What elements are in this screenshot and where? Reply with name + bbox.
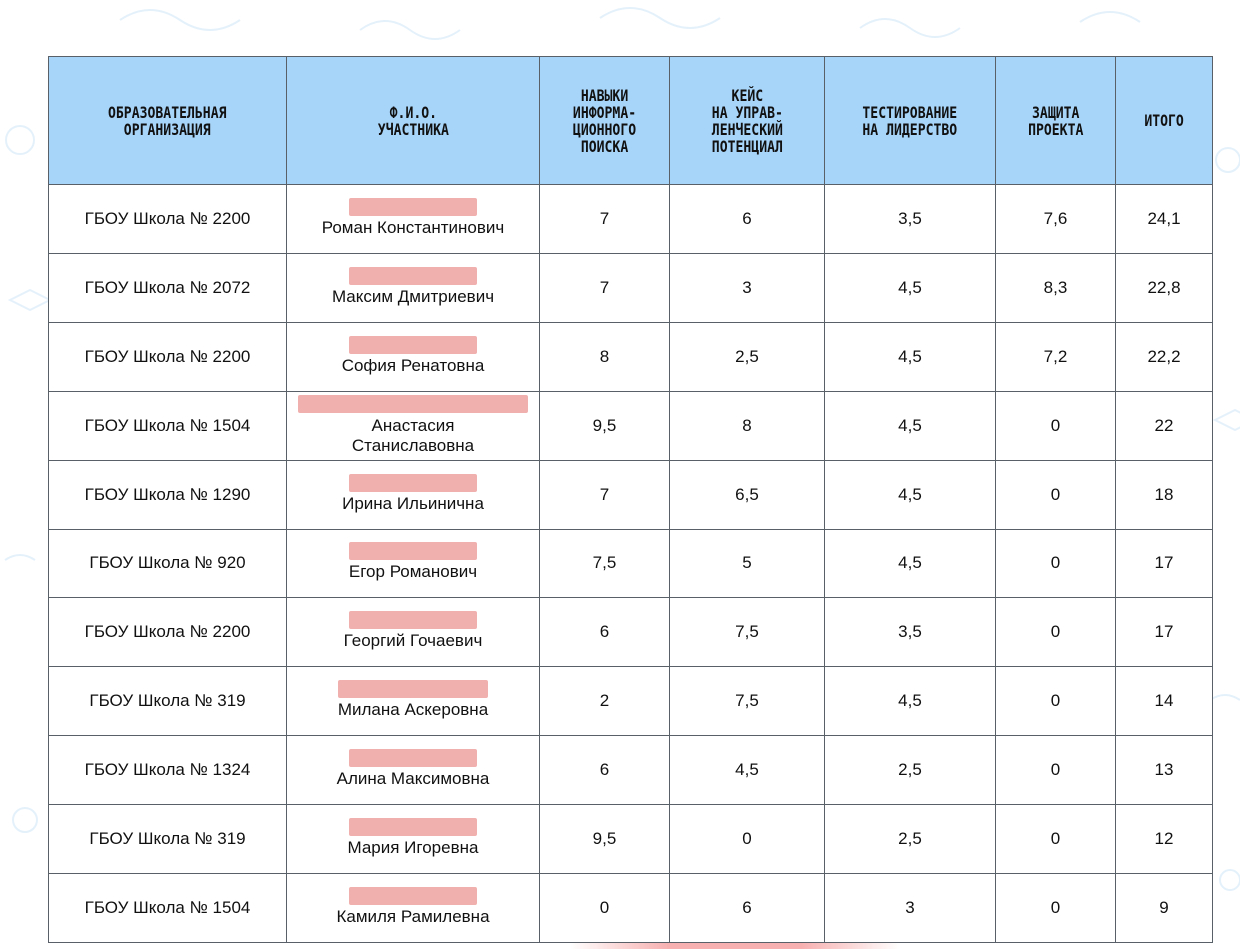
redaction-mark bbox=[349, 887, 477, 905]
redaction-mark bbox=[349, 198, 477, 216]
redaction-mark bbox=[338, 680, 488, 698]
redaction-mark bbox=[298, 395, 528, 413]
total-score: 13 bbox=[1116, 736, 1213, 805]
table-row bbox=[49, 253, 1213, 322]
total-score: 9 bbox=[1116, 874, 1213, 943]
case-score: 4,5 bbox=[670, 736, 825, 805]
name-cell bbox=[287, 598, 540, 667]
header-total: ИТОГО bbox=[1116, 57, 1213, 185]
total-score: 22 bbox=[1116, 391, 1213, 460]
test-score: 3,5 bbox=[825, 185, 996, 254]
org-cell: ГБОУ Школа № 1324 bbox=[49, 736, 287, 805]
name-cell bbox=[287, 667, 540, 736]
org-cell: ГБОУ Школа № 1504 bbox=[49, 874, 287, 943]
table-row bbox=[49, 185, 1213, 254]
participant-name: Роман Константинович bbox=[321, 217, 505, 237]
case-score: 2,5 bbox=[670, 322, 825, 391]
case-score: 0 bbox=[670, 805, 825, 874]
total-score: 24,1 bbox=[1116, 185, 1213, 254]
test-score: 2,5 bbox=[825, 736, 996, 805]
test-score: 3 bbox=[825, 874, 996, 943]
total-score: 17 bbox=[1116, 598, 1213, 667]
test-score: 4,5 bbox=[825, 460, 996, 529]
table-row bbox=[49, 805, 1213, 874]
name-cell bbox=[287, 529, 540, 598]
participant-name: София Ренатовна bbox=[341, 355, 485, 375]
case-score: 3 bbox=[670, 253, 825, 322]
project-score: 0 bbox=[996, 667, 1116, 736]
participant-name: Егор Романович bbox=[348, 562, 478, 582]
participant-first-name: Анастасия bbox=[371, 415, 455, 435]
table-row bbox=[49, 460, 1213, 529]
test-score: 3,5 bbox=[825, 598, 996, 667]
total-score: 22,2 bbox=[1116, 322, 1213, 391]
org-cell: ГБОУ Школа № 2200 bbox=[49, 598, 287, 667]
redaction-mark bbox=[349, 749, 477, 767]
header-leadership-test: ТЕСТИРОВАНИЕ НА ЛИДЕРСТВО bbox=[825, 57, 996, 185]
redaction-mark bbox=[349, 474, 477, 492]
header-row bbox=[49, 57, 1213, 185]
org-cell: ГБОУ Школа № 920 bbox=[49, 529, 287, 598]
table-row bbox=[49, 874, 1213, 943]
test-score: 4,5 bbox=[825, 667, 996, 736]
case-score: 6 bbox=[670, 185, 825, 254]
name-cell bbox=[287, 460, 540, 529]
search-score: 9,5 bbox=[540, 805, 670, 874]
participant-name: Мария Игоревна bbox=[347, 838, 479, 858]
total-score: 12 bbox=[1116, 805, 1213, 874]
redaction-mark bbox=[349, 267, 477, 285]
project-score: 0 bbox=[996, 736, 1116, 805]
test-score: 4,5 bbox=[825, 391, 996, 460]
participant-name: Милана Аскеровна bbox=[337, 700, 489, 720]
case-score: 8 bbox=[670, 391, 825, 460]
name-cell bbox=[287, 736, 540, 805]
total-score: 22,8 bbox=[1116, 253, 1213, 322]
org-cell: ГБОУ Школа № 319 bbox=[49, 667, 287, 736]
case-score: 6,5 bbox=[670, 460, 825, 529]
search-score: 2 bbox=[540, 667, 670, 736]
table-row bbox=[49, 529, 1213, 598]
project-score: 7,6 bbox=[996, 185, 1116, 254]
header-full-name: Ф.И.О. УЧАСТНИКА bbox=[287, 57, 540, 185]
header-info-search: НАВЫКИ ИНФОРМА- ЦИОННОГО ПОИСКА bbox=[540, 57, 670, 185]
participant-name: Георгий Гочаевич bbox=[343, 631, 483, 651]
name-cell bbox=[287, 805, 540, 874]
name-cell bbox=[287, 391, 540, 460]
search-score: 8 bbox=[540, 322, 670, 391]
project-score: 0 bbox=[996, 391, 1116, 460]
org-cell: ГБОУ Школа № 1504 bbox=[49, 391, 287, 460]
results-table bbox=[48, 56, 1213, 943]
search-score: 7,5 bbox=[540, 529, 670, 598]
participant-name: Ирина Ильинична bbox=[342, 493, 484, 513]
name-cell bbox=[287, 253, 540, 322]
test-score: 4,5 bbox=[825, 253, 996, 322]
name-cell bbox=[287, 322, 540, 391]
header-organization: ОБРАЗОВАТЕЛЬНАЯ ОРГАНИЗАЦИЯ bbox=[49, 57, 287, 185]
org-cell: ГБОУ Школа № 319 bbox=[49, 805, 287, 874]
redaction-mark bbox=[349, 818, 477, 836]
project-score: 0 bbox=[996, 460, 1116, 529]
table-row bbox=[49, 667, 1213, 736]
search-score: 7 bbox=[540, 185, 670, 254]
name-cell bbox=[287, 874, 540, 943]
table-row bbox=[49, 736, 1213, 805]
header-management-case: КЕЙС НА УПРАВ- ЛЕНЧЕСКИЙ ПОТЕНЦИАЛ bbox=[670, 57, 825, 185]
table-row bbox=[49, 322, 1213, 391]
test-score: 4,5 bbox=[825, 322, 996, 391]
org-cell: ГБОУ Школа № 2200 bbox=[49, 322, 287, 391]
case-score: 5 bbox=[670, 529, 825, 598]
table-row bbox=[49, 391, 1213, 460]
project-score: 8,3 bbox=[996, 253, 1116, 322]
redaction-mark bbox=[349, 611, 477, 629]
name-cell bbox=[287, 185, 540, 254]
redaction-mark bbox=[349, 542, 477, 560]
participant-name: Станиславовна bbox=[351, 435, 475, 455]
total-score: 17 bbox=[1116, 529, 1213, 598]
test-score: 2,5 bbox=[825, 805, 996, 874]
test-score: 4,5 bbox=[825, 529, 996, 598]
org-cell: ГБОУ Школа № 2200 bbox=[49, 185, 287, 254]
participant-name: Алина Максимовна bbox=[336, 769, 490, 789]
total-score: 18 bbox=[1116, 460, 1213, 529]
search-score: 6 bbox=[540, 736, 670, 805]
search-score: 6 bbox=[540, 598, 670, 667]
project-score: 0 bbox=[996, 874, 1116, 943]
redaction-mark bbox=[349, 336, 477, 354]
case-score: 7,5 bbox=[670, 598, 825, 667]
project-score: 0 bbox=[996, 529, 1116, 598]
participant-name: Максим Дмитриевич bbox=[331, 286, 495, 306]
table-row bbox=[49, 598, 1213, 667]
search-score: 9,5 bbox=[540, 391, 670, 460]
project-score: 0 bbox=[996, 805, 1116, 874]
org-cell: ГБОУ Школа № 2072 bbox=[49, 253, 287, 322]
case-score: 6 bbox=[670, 874, 825, 943]
project-score: 0 bbox=[996, 598, 1116, 667]
participant-name: Камиля Рамилевна bbox=[336, 907, 490, 927]
search-score: 7 bbox=[540, 460, 670, 529]
project-score: 7,2 bbox=[996, 322, 1116, 391]
search-score: 0 bbox=[540, 874, 670, 943]
org-cell: ГБОУ Школа № 1290 bbox=[49, 460, 287, 529]
total-score: 14 bbox=[1116, 667, 1213, 736]
search-score: 7 bbox=[540, 253, 670, 322]
header-project-defense: ЗАЩИТА ПРОЕКТА bbox=[996, 57, 1116, 185]
case-score: 7,5 bbox=[670, 667, 825, 736]
